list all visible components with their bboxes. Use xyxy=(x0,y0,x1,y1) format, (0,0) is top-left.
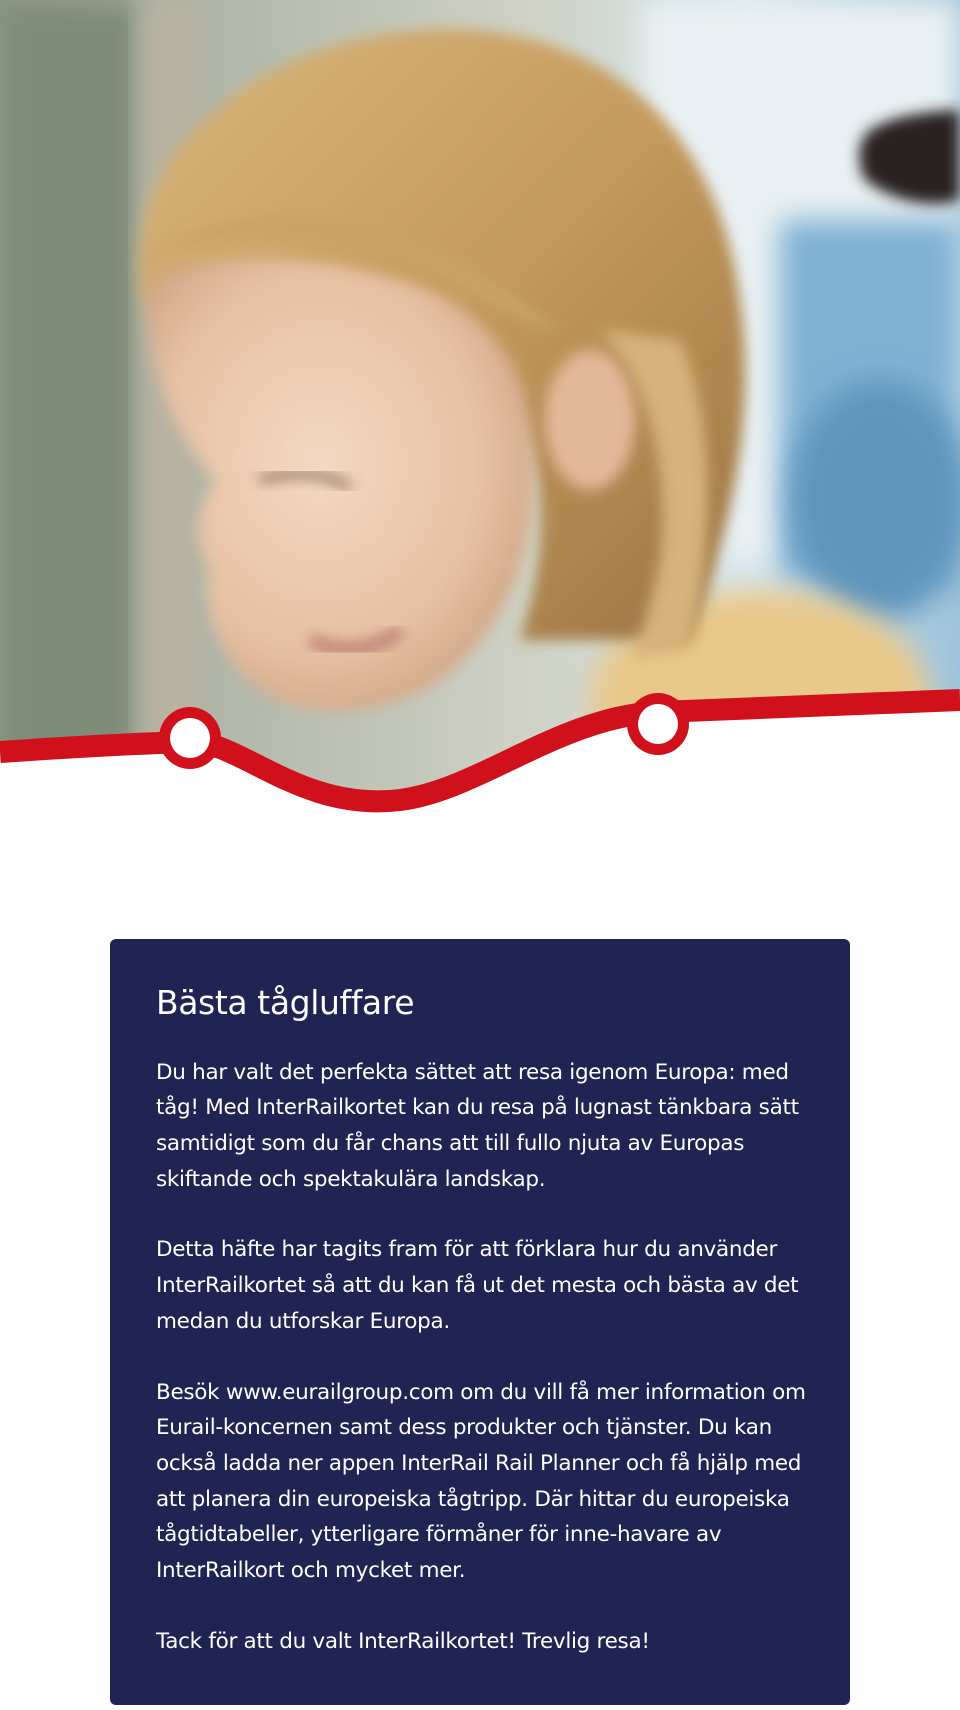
route-stop-icon xyxy=(627,693,689,755)
intro-paragraph: Du har valt det perfekta sättet att resa igenom Europa: med tåg! Med InterRailkortet kan du resa på lugnast tänkbara sätt samtidigt som du får chans att till fullo njuta av Europas skiftande och spektakulära landskap. xyxy=(156,1059,799,1192)
booklet-paragraph: Detta häfte har tagits fram för att förklara hur du använder InterRailkortet så att du kan få ut det mesta och bästa av det medan du utforskar Europa. xyxy=(156,1237,799,1334)
website-paragraph: Besök www.eurailgroup.com om du vill få mer information om Eurail-koncernen samt dess produkter och tjänster. Du kan också ladda ner appen InterRail Rail Planner och få hjälp med att planera din europeiska tågtripp. Där hittar du europeiska tågtidtabeller, ytterligare förmåner för inne-havare av InterRailkort och mycket mer. xyxy=(156,1379,806,1584)
box-title: Bästa tågluffare xyxy=(156,983,415,1022)
closing-paragraph: Tack för att du valt InterRailkortet! Trevlig resa! xyxy=(156,1628,650,1654)
woman-smiling-photo xyxy=(0,0,960,820)
hero-photo xyxy=(0,0,960,820)
welcome-box xyxy=(110,939,850,1705)
route-stop-icon xyxy=(159,707,221,769)
